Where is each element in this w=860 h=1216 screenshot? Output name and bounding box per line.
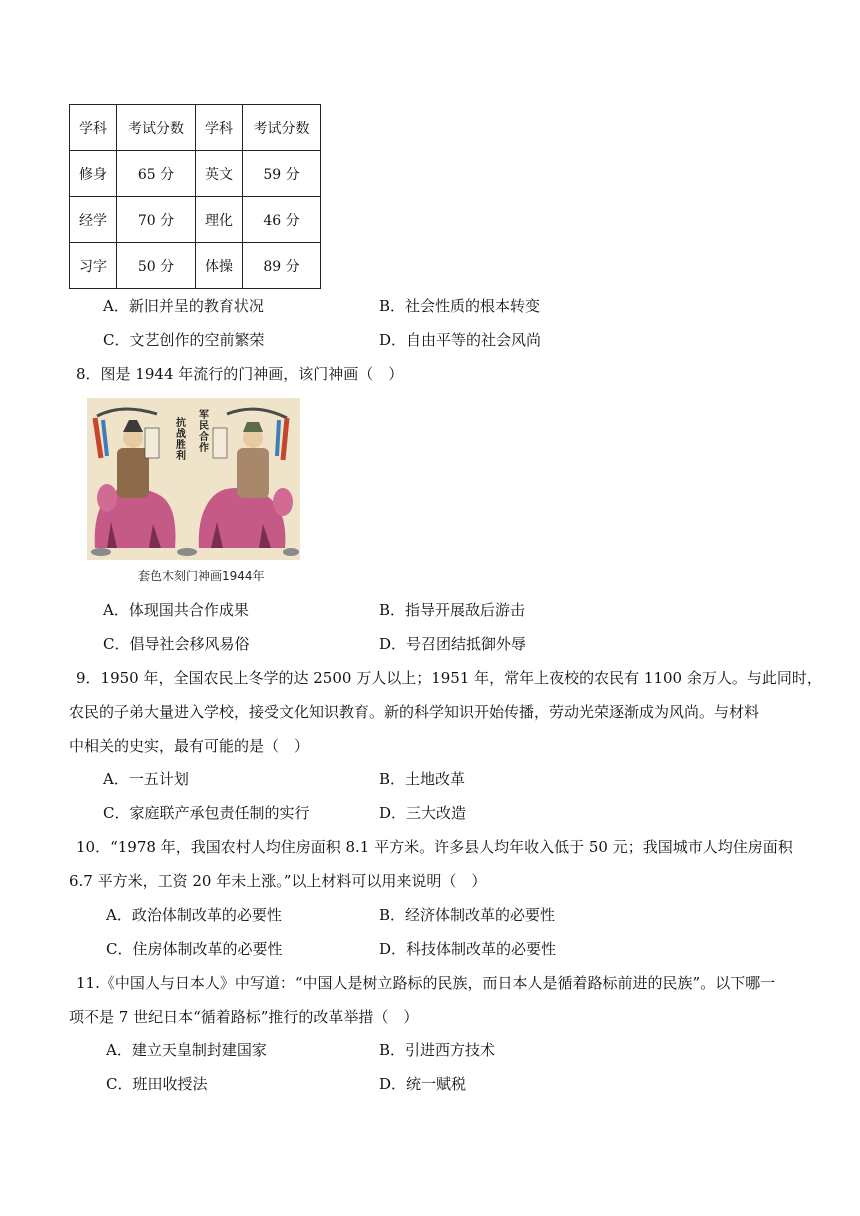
figure-caption: 套色木刻门神画1944年	[138, 569, 265, 583]
q11-stem-line2: 项不是 7 世纪日本“循着路标”推行的改革举措（ ）	[69, 1008, 419, 1026]
q10-option-d: D．科技体制改革的必要性	[379, 940, 557, 958]
q11-option-a: A．建立天皇制封建国家	[106, 1041, 267, 1059]
table-cell: 89 分	[243, 243, 321, 289]
q11-option-d: D．统一赋税	[379, 1075, 467, 1093]
q10-option-c: C．住房体制改革的必要性	[106, 940, 283, 958]
q10-stem-line2: 6.7 平方米，工资 20 年未上涨。”以上材料可以用来说明（ ）	[69, 872, 487, 890]
q10-option-b: B．经济体制改革的必要性	[379, 906, 556, 924]
table-cell: 经学	[70, 197, 117, 243]
table-cell: 体操	[196, 243, 243, 289]
table-header-cell: 学科	[70, 105, 117, 151]
door-god-woodcut-image	[87, 398, 300, 560]
table-row	[70, 243, 321, 289]
q11-option-c: C．班田收授法	[106, 1075, 208, 1093]
table-cell: 50 分	[117, 243, 196, 289]
q7-option-c: C．文艺创作的空前繁荣	[103, 331, 265, 349]
table-cell: 修身	[70, 151, 117, 197]
q8-option-b: B．指导开展敌后游击	[379, 601, 526, 619]
table-row	[70, 151, 321, 197]
table-cell: 英文	[196, 151, 243, 197]
q7-option-b: B．社会性质的根本转变	[379, 297, 541, 315]
q8-option-a: A．体现国共合作成果	[103, 601, 249, 619]
q9-option-d: D．三大改造	[379, 804, 467, 822]
score-table	[69, 104, 321, 289]
q9-stem-line2: 农民的子弟大量进入学校，接受文化知识教育。新的科学知识开始传播，劳动光荣逐渐成为风尚。与材料	[69, 703, 760, 721]
q9-option-c: C．家庭联产承包责任制的实行	[103, 804, 310, 822]
table-cell: 59 分	[243, 151, 321, 197]
table-header-cell: 考试分数	[243, 105, 321, 151]
q8-stem: 8．图是 1944 年流行的门神画，该门神画（ ）	[76, 365, 404, 383]
q8-option-d: D．号召团结抵御外辱	[379, 635, 527, 653]
table-cell: 理化	[196, 197, 243, 243]
q10-stem-line1: 10．“1978 年，我国农村人均住房面积 8.1 平方米。许多县人均年收入低于 50 元；我国城市人均住房面积	[76, 838, 793, 856]
q7-option-a: A．新旧并呈的教育状况	[103, 297, 264, 315]
q8-option-c: C．倡导社会移风易俗	[103, 635, 250, 653]
figure-label-left: 抗战胜利	[176, 418, 186, 462]
table-row	[70, 197, 321, 243]
figure-label-right: 军民合作	[199, 410, 209, 454]
table-cell: 70 分	[117, 197, 196, 243]
q11-stem-line1: 11.《中国人与日本人》中写道：“中国人是树立路标的民族，而日本人是循着路标前进的民族”。以下哪一	[76, 974, 776, 992]
q9-stem-line3: 中相关的史实，最有可能的是（ ）	[69, 737, 310, 755]
table-row	[70, 105, 321, 151]
q9-option-a: A．一五计划	[103, 770, 189, 788]
table-cell: 46 分	[243, 197, 321, 243]
q10-option-a: A．政治体制改革的必要性	[106, 906, 282, 924]
table-cell: 习字	[70, 243, 117, 289]
q9-option-b: B．土地改革	[379, 770, 466, 788]
table-cell: 65 分	[117, 151, 196, 197]
q7-option-d: D．自由平等的社会风尚	[379, 331, 542, 349]
table-header-cell: 考试分数	[117, 105, 196, 151]
table-header-cell: 学科	[196, 105, 243, 151]
q11-option-b: B．引进西方技术	[379, 1041, 496, 1059]
q9-stem-line1: 9．1950 年，全国农民上冬学的达 2500 万人以上；1951 年，常年上夜校的农民有 1100 余万人。与此同时，	[76, 669, 822, 687]
